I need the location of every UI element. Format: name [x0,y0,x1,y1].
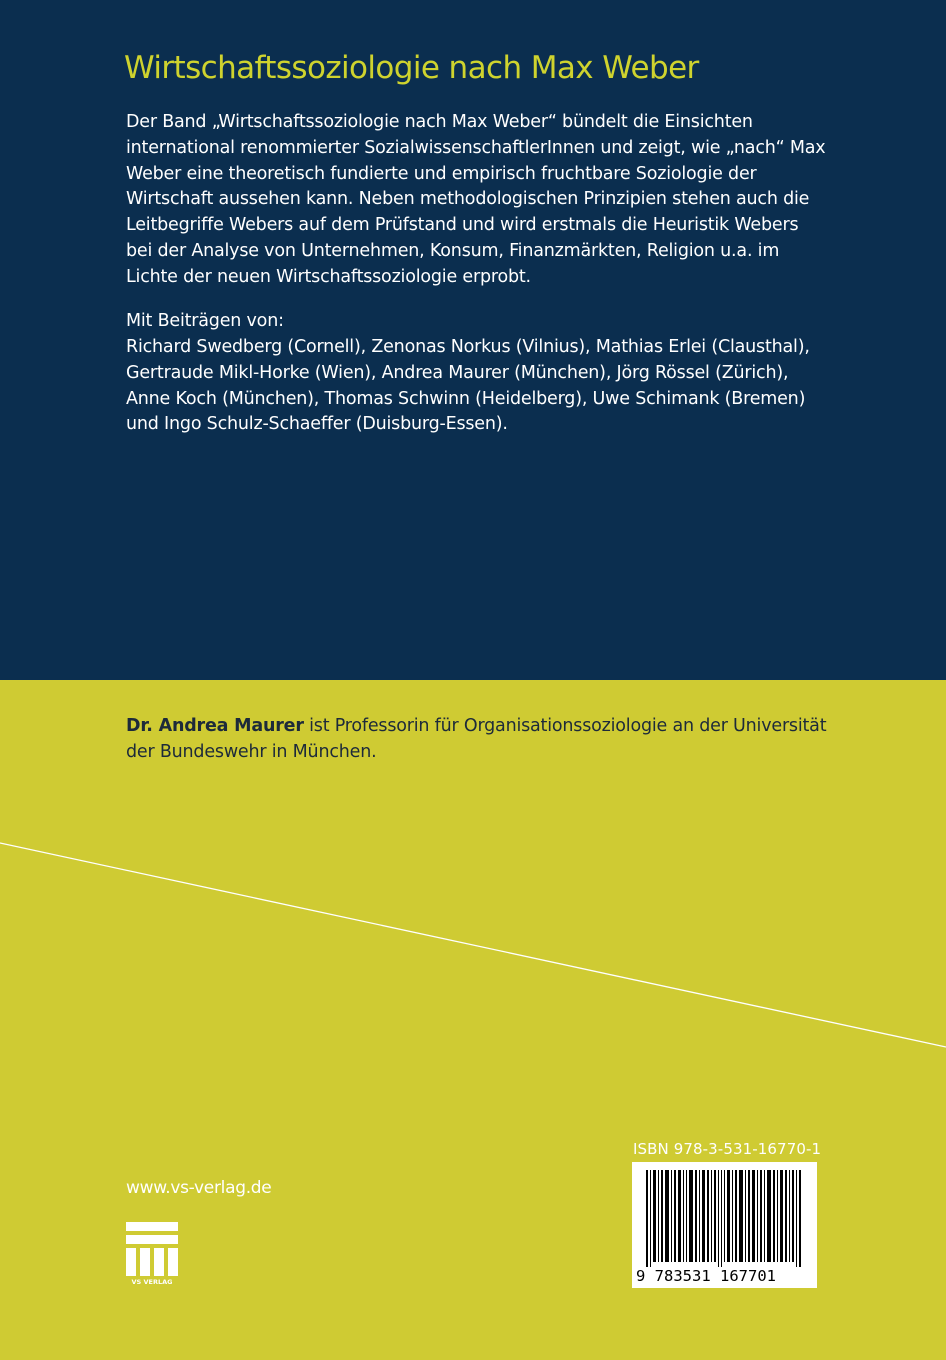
contributors-heading: Mit Beiträgen von: [126,311,284,331]
publisher-logo-text: VS VERLAG [131,1278,173,1286]
barcode-icon [632,1162,817,1267]
book-description: Der Band „Wirtschaftssoziologie nach Max Weber“ bündelt die Einsichten international renommierter SozialwissenschaftlerInnen und zeigt, wie „nach“ Max Weber eine theoretisch fundierte und empirisch fruchtbare Soziologie der Wirtschaft aussehen kann. Neben methodologischen Prinzipien stehen auch die Leitbegriffe Webers auf dem Prüfstand und wird erstmals die Heuristik Webers bei der Analyse von Unternehmen, Konsum, Finanzmärkten, Religion u.a. im Lichte der neuen Wirtschaftssoziologie erprobt. [126,112,826,287]
barcode [632,1162,817,1288]
book-title: Wirtschaftssoziologie nach Max Weber [124,50,699,86]
barcode-digits: 9 783531 167701 [636,1267,776,1285]
isbn-label: ISBN 978-3-531-16770-1 [633,1140,822,1158]
contributors-list: Richard Swedberg (Cornell), Zenonas Norkus (Vilnius), Mathias Erlei (Clausthal), Gertraude Mikl-Horke (Wien), Andrea Maurer (München), Jörg Rössel (Zürich), Anne Koch (München), Thomas Schwinn (Heidelberg), Uwe Schimank (Bremen) und Ingo Schulz-Schaeffer (Duisburg-Essen). [126,337,810,435]
author-name: Dr. Andrea Maurer [126,716,304,736]
publisher-website[interactable]: www.vs-verlag.de [126,1178,272,1198]
author-bio-text: ist Professorin für Organisationssoziologie an der Universität der Bundeswehr in München. [126,716,827,762]
vs-verlag-logo-icon [126,1222,178,1288]
